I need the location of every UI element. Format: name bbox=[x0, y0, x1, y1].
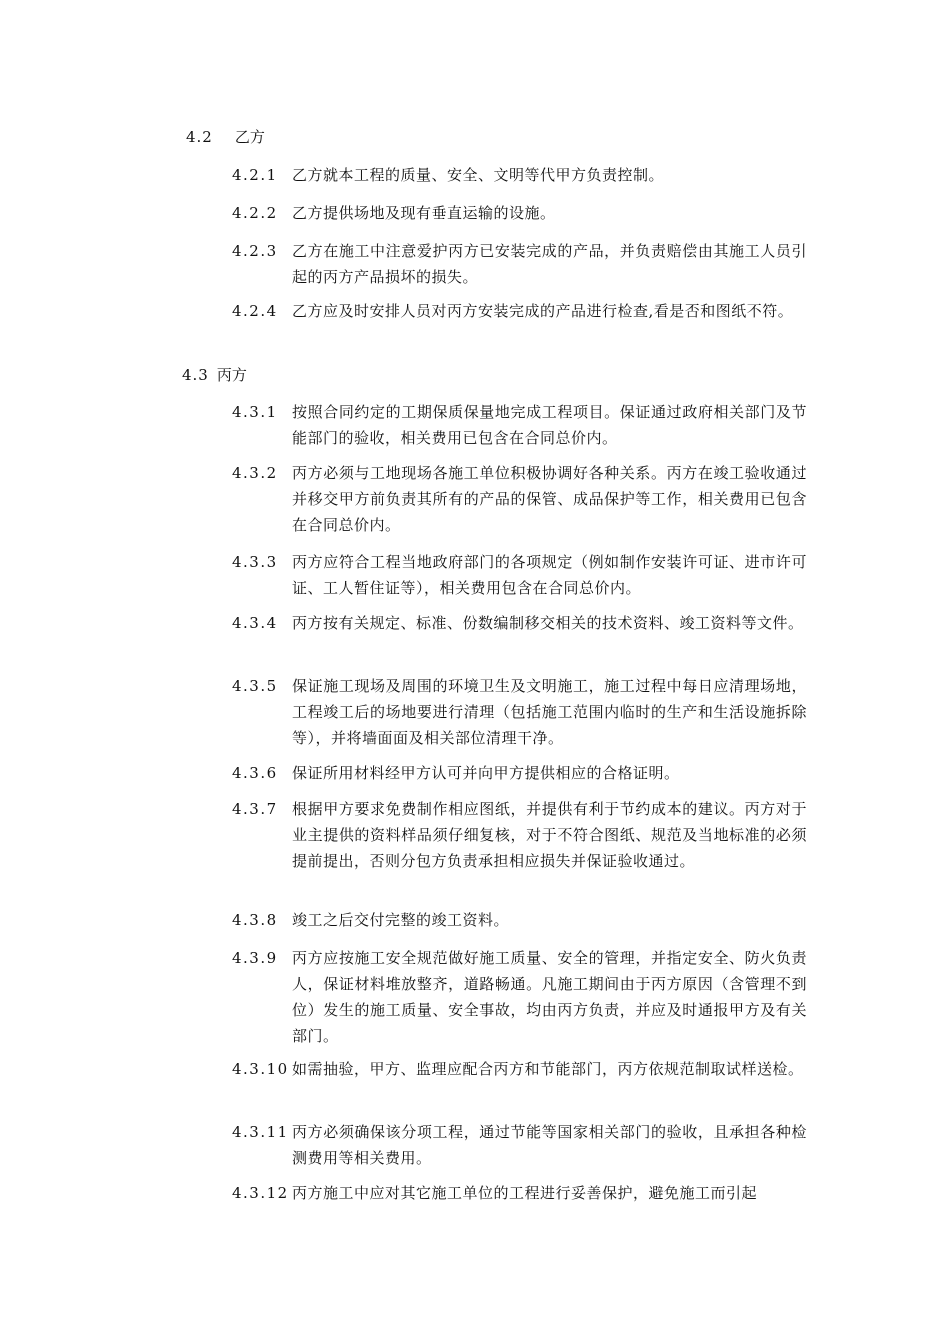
section-number: 4.3 bbox=[182, 366, 209, 384]
clause-text: 乙方应及时安排人员对丙方安装完成的产品进行检查,看是否和图纸不符。 bbox=[292, 302, 794, 320]
clause-text: 保证所用材料经甲方认可并向甲方提供相应的合格证明。 bbox=[292, 764, 680, 782]
section-number: 4.2 bbox=[186, 128, 213, 146]
clause-text: 丙方必须确保该分项工程，通过节能等国家相关部门的验收，且承担各种检测费用等相关费用。 bbox=[292, 1123, 807, 1167]
clause-number: 4.3.8 bbox=[232, 911, 278, 929]
clause-number: 4.3.3 bbox=[232, 553, 278, 571]
section-title: 丙方 bbox=[216, 366, 247, 384]
clause-text: 乙方就本工程的质量、安全、文明等代甲方负责控制。 bbox=[292, 166, 665, 184]
clause-text: 乙方在施工中注意爱护丙方已安装完成的产品，并负责赔偿由其施工人员引起的丙方产品损坏的损失。 bbox=[292, 242, 807, 286]
clause-number: 4.3.4 bbox=[232, 614, 278, 632]
clause-number: 4.3.5 bbox=[232, 677, 278, 695]
section-heading-4-2 bbox=[186, 124, 265, 150]
clause-number: 4.3.7 bbox=[232, 800, 278, 818]
clause-number: 4.2.1 bbox=[232, 166, 278, 184]
clause-number: 4.3.10 bbox=[232, 1060, 289, 1078]
clause-number: 4.3.2 bbox=[232, 464, 278, 482]
clause-text: 乙方提供场地及现有垂直运输的设施。 bbox=[292, 204, 556, 222]
clause-text: 丙方施工中应对其它施工单位的工程进行妥善保护，避免施工而引起 bbox=[292, 1184, 758, 1202]
clause-text: 丙方应符合工程当地政府部门的各项规定（例如制作安装许可证、进市许可证、工人暂住证等），相关费用包含在合同总价内。 bbox=[292, 553, 807, 597]
clause-text: 丙方按有关规定、标准、份数编制移交相关的技术资料、竣工资料等文件。 bbox=[292, 614, 804, 632]
clause-number: 4.3.9 bbox=[232, 949, 278, 967]
clause-number: 4.2.4 bbox=[232, 302, 278, 320]
clause-text: 如需抽验，甲方、监理应配合丙方和节能部门，丙方依规范制取试样送检。 bbox=[292, 1060, 804, 1078]
clause-text: 根据甲方要求免费制作相应图纸，并提供有利于节约成本的建议。丙方对于业主提供的资料样品须仔细复核，对于不符合图纸、规范及当地标准的必须提前提出，否则分包方负责承担相应损失并保证验收通过。 bbox=[292, 800, 807, 870]
clause-number: 4.3.6 bbox=[232, 764, 278, 782]
clause-text: 丙方应按施工安全规范做好施工质量、安全的管理，并指定安全、防火负责人，保证材料堆放整齐，道路畅通。凡施工期间由于丙方原因（含管理不到位）发生的施工质量、安全事故，均由丙方负责，并应及时通报甲方及有关部门。 bbox=[292, 949, 807, 1045]
clause-number: 4.3.1 bbox=[232, 403, 278, 421]
section-title: 乙方 bbox=[234, 128, 265, 146]
clause-number: 4.2.2 bbox=[232, 204, 278, 222]
clause-number: 4.2.3 bbox=[232, 242, 278, 260]
section-heading-4-3 bbox=[182, 362, 247, 388]
clause-number: 4.3.11 bbox=[232, 1123, 289, 1141]
clause-number: 4.3.12 bbox=[232, 1184, 289, 1202]
clause-text: 按照合同约定的工期保质保量地完成工程项目。保证通过政府相关部门及节能部门的验收，相关费用已包含在合同总价内。 bbox=[292, 403, 807, 447]
clause-text: 丙方必须与工地现场各施工单位积极协调好各种关系。丙方在竣工验收通过并移交甲方前负责其所有的产品的保管、成品保护等工作，相关费用已包含在合同总价内。 bbox=[292, 464, 807, 534]
clause-text: 保证施工现场及周围的环境卫生及文明施工，施工过程中每日应清理场地，工程竣工后的场地要进行清理（包括施工范围内临时的生产和生活设施拆除等），并将墙面面及相关部位清理干净。 bbox=[292, 677, 807, 747]
clause-text: 竣工之后交付完整的竣工资料。 bbox=[292, 911, 510, 929]
